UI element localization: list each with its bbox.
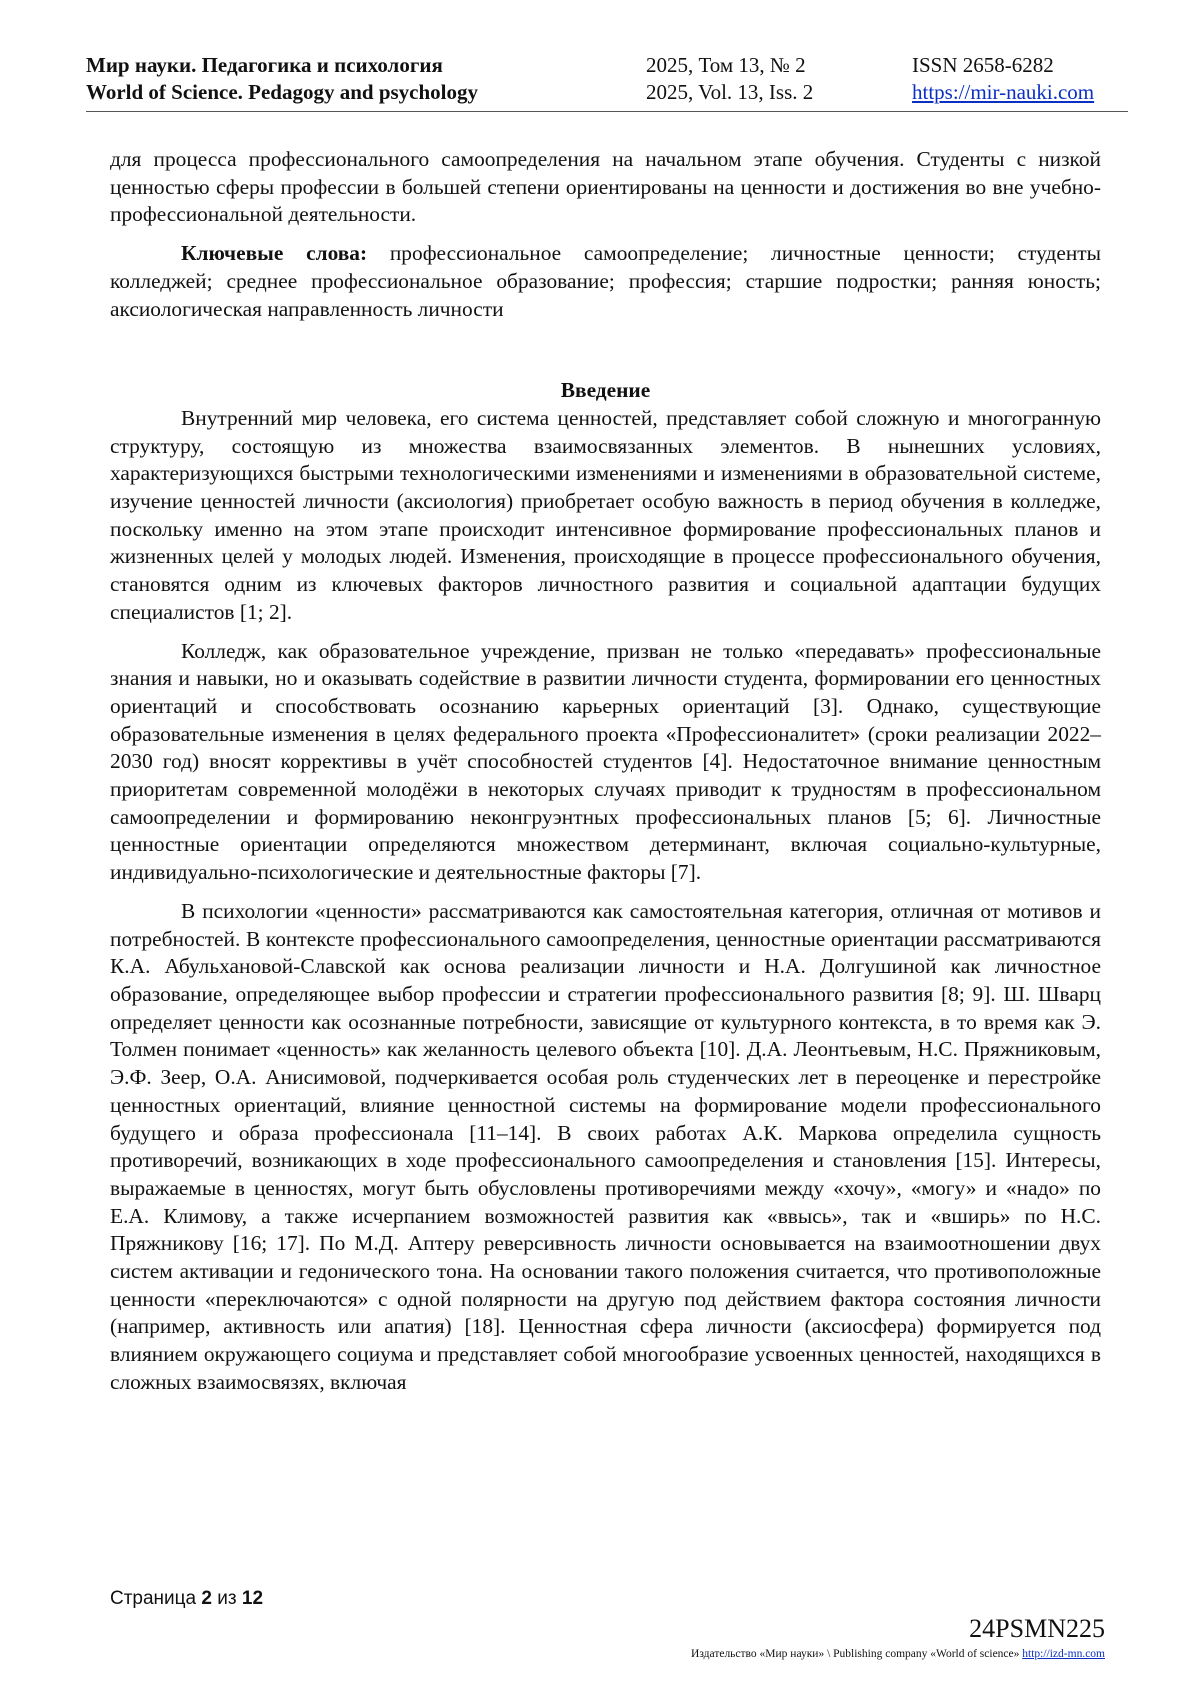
page-prefix: Страница <box>110 1588 202 1609</box>
article-code: 24PSMN225 <box>969 1614 1105 1643</box>
page-number <box>110 1588 263 1610</box>
publisher-url-link[interactable]: http://izd-mn.com <box>1022 1648 1105 1660</box>
publisher-line <box>691 1648 1105 1660</box>
header-issue <box>646 52 813 106</box>
paragraph: Колледж, как образовательное учреждение, призван не только «передавать» профессиональные знания и навыки, но и оказывать содействие в развитии личности студента, формировании его ценностных ориентаций и способствовать осознанию карьерных ориентаций [3]. Однако, существующие образовательные изменения в целях федерального проекта «Профессионалитет» (сроки реализации 2022–2030 год) вносят коррективы в учёт способностей студентов [4]. Недостаточное внимание ценностным приоритетам современной молодёжи в некоторых случаях приводит к трудностям в профессиональном самоопределении и формированию неконгруэнтных профессиональных планов [5; 6]. Личностные ценностные ориентации определяются множеством детерминант, включая социально-культурные, индивидуально-психологические и деятельностные факторы [7]. <box>110 638 1101 885</box>
issn: ISSN 2658-6282 <box>912 53 1054 77</box>
keywords-text: профессиональное самоопределение; личностные ценности; студенты колледжей; среднее профессиональное образование; профессия; старшие подростки; ранняя юность; аксиологическая направленность личности <box>110 241 1101 321</box>
issue-ru: 2025, Том 13, № 2 <box>646 53 806 77</box>
journal-header <box>86 52 1128 108</box>
current-page: 2 <box>201 1588 212 1609</box>
keywords-label: Ключевые слова: <box>181 241 368 266</box>
abstract-end: для процесса профессионального самоопределения на начальном этапе обучения. Студенты с низкой ценностью сферы профессии в большей степени ориентированы на ценности и достижения во вне учебно-профессиональной деятельности. <box>110 147 1101 227</box>
header-issn-block <box>912 52 1094 106</box>
page-mid: из <box>211 1588 242 1609</box>
article-body <box>110 146 1101 1408</box>
header-journal-title <box>86 52 478 106</box>
header-divider <box>86 111 1128 112</box>
journal-title-en: World of Science. Pedagogy and psychology <box>86 80 479 104</box>
paragraph: Внутренний мир человека, его система ценностей, представляет собой сложную и многогранную структуру, состоящую из множества взаимосвязанных элементов. В нынешних условиях, характеризующихся быстрыми технологическими изменениями и изменениями в образовательной системе, изучение ценностей личности (аксиология) приобретает особую важность в период обучения в колледже, поскольку именно на этом этапе происходит интенсивное формирование профессиональных планов и жизненных целей у молодых людей. Изменения, происходящие в процессе профессионального обучения, становятся одним из ключевых факторов личностного развития и социальной адаптации будущих специалистов [1; 2]. <box>110 405 1101 624</box>
total-pages: 12 <box>241 1588 264 1609</box>
journal-url-link[interactable]: https://mir-nauki.com <box>912 80 1095 104</box>
paragraph: В психологии «ценности» рассматриваются как самостоятельная категория, отличная от мотивов и потребностей. В контексте профессионального самоопределения, ценностные ориентации рассматриваются К.А. Абульхановой-Славской как основа реализации личности и Н.А. Долгушиной как личностное образование, определяющее выбор профессии и стратегии профессионального развития [8; 9]. Ш. Шварц определяет ценности как осознанные потребности, зависящие от культурного контекста, в то время как Э. Толмен понимает «ценность» как желанность целевого объекта [10]. Д.А. Леонтьевым, Н.С. Пряжниковым, Э.Ф. Зеер, О.А. Анисимовой, подчеркивается особая роль студенческих лет в переоценке и перестройке ценностных ориентаций, влияние ценностной системы на формирование модели профессионального будущего и образа профессионала [11–14]. В своих работах А.К. Маркова определила сущность противоречий, возникающих в ходе профессионального самоопределения и становления [15]. Интересы, выражаемые в ценностях, могут быть обусловлены противоречиями между «хочу», «могу» и «надо» по Е.А. Климову, а также исчерпанием возможностей развития как «ввысь», так и «вширь» по Н.С. Пряжникову [16; 17]. По М.Д. Аптеру реверсивность личности основывается на взаимоотношении двух систем активации и гедонического тона. На основании такого положения считается, что противоположные ценности «переключаются» с одной полярности на другую под действием фактора состояния личности (например, активность или апатия) [18]. Ценностная сфера личности (аксиосфера) формируется под влиянием окружающего социума и представляет собой многообразие усвоенных ценностей, находящихся в сложных взаимосвязях, включая <box>110 898 1101 1394</box>
issue-en: 2025, Vol. 13, Iss. 2 <box>646 80 814 104</box>
keywords <box>110 240 1101 323</box>
journal-title-ru: Мир науки. Педагогика и психология <box>86 53 443 77</box>
publisher-text: Издательство «Мир науки» \ Publishing company «World of science» <box>691 1648 1023 1660</box>
section-title: Введение <box>560 378 651 403</box>
